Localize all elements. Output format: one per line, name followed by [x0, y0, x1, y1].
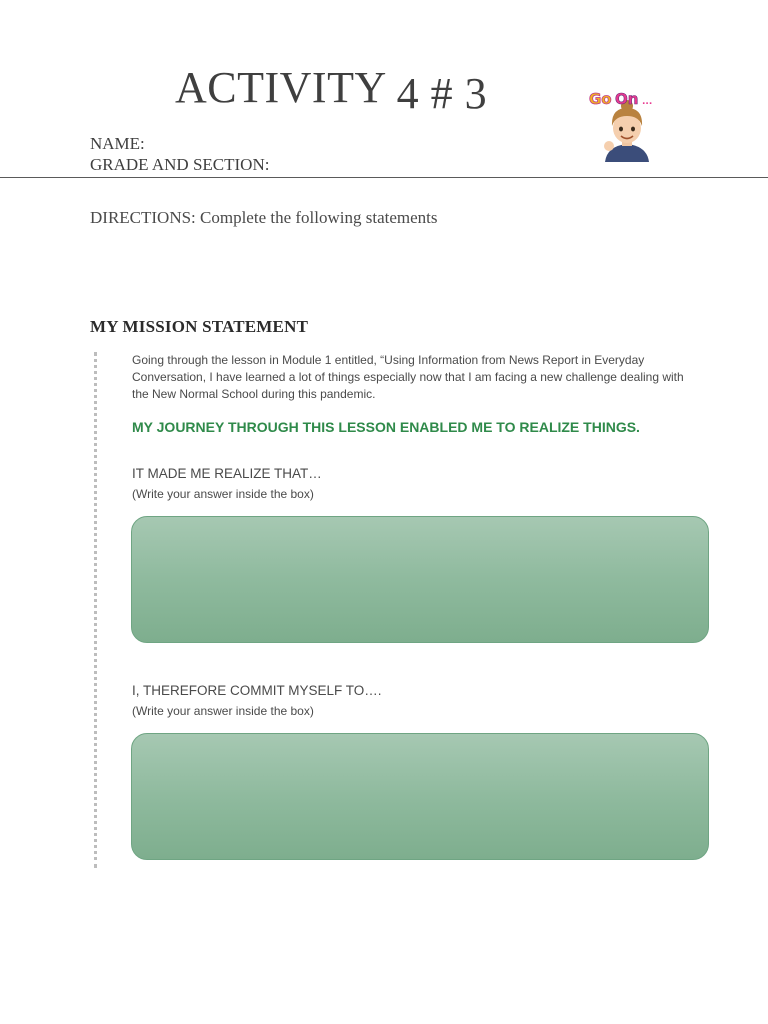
realize-answer-box[interactable] — [131, 516, 709, 643]
commit-answer-box[interactable] — [131, 733, 709, 860]
svg-text:On: On — [615, 90, 639, 108]
directions-text: DIRECTIONS: Complete the following statements — [90, 208, 438, 227]
mission-intro-paragraph: Going through the lesson in Module 1 entitled, “Using Information from News Report in Everyday Conversation, I have learned a lot of things especially now that I am facing a new challenge dealing with the New Normal School during this pandemic. — [132, 353, 684, 401]
realize-prompt: IT MADE ME REALIZE THAT… — [132, 466, 322, 481]
go-on-sticker-icon — [587, 88, 667, 162]
activity-title-word: ACTIVITY — [175, 63, 386, 112]
realize-hint: (Write your answer inside the box) — [132, 487, 314, 501]
commit-hint: (Write your answer inside the box) — [132, 704, 314, 718]
svg-text:...: ... — [642, 97, 653, 107]
activity-title — [175, 62, 488, 118]
grade-section-label: GRADE AND SECTION: — [90, 155, 270, 174]
activity-title-number: 4 # 3 — [396, 69, 488, 118]
commit-prompt: I, THEREFORE COMMIT MYSELF TO…. — [132, 683, 382, 698]
mission-heading: MY MISSION STATEMENT — [90, 317, 309, 336]
journey-statement: MY JOURNEY THROUGH THIS LESSON ENABLED ME TO REALIZE THINGS. — [132, 419, 640, 435]
name-label: NAME: — [90, 134, 145, 153]
dotted-margin-rule — [94, 352, 97, 868]
svg-text:Go: Go — [589, 90, 612, 108]
header-divider — [0, 177, 768, 178]
